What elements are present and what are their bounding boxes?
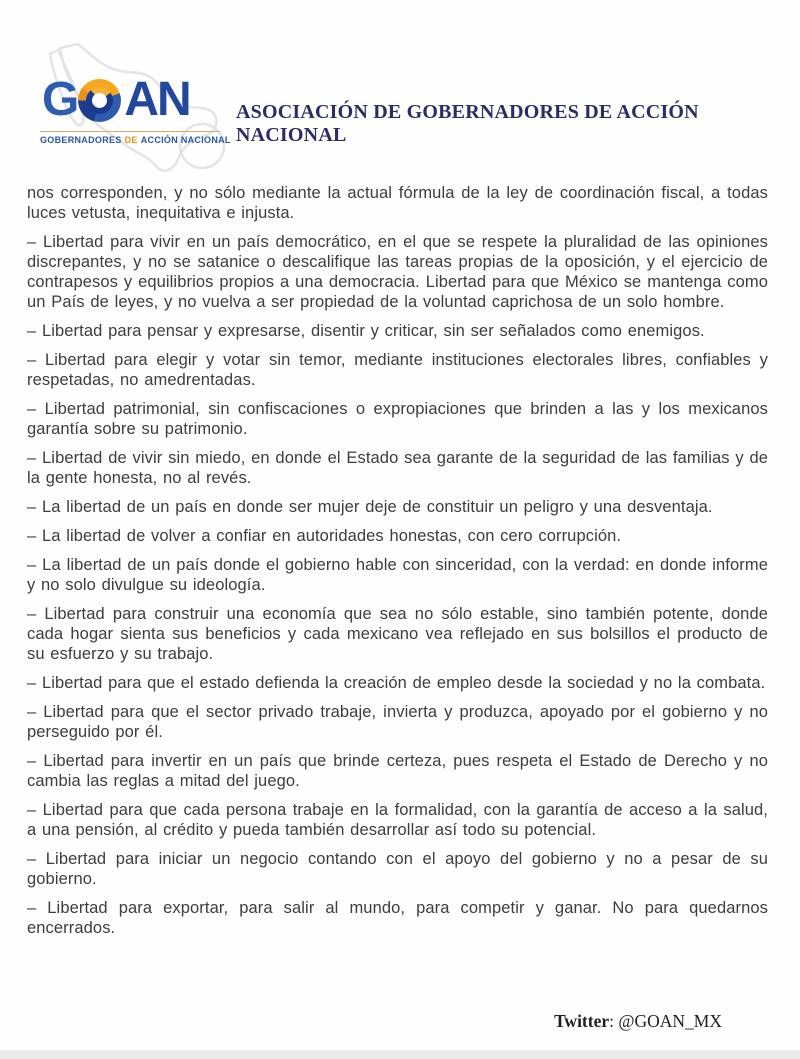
paragraph: – Libertad para invertir en un país que brinde certeza, pues respeta el Estado de Derecho y no cambia las reglas a mitad del juego. — [27, 752, 768, 790]
paragraph: – Libertad para pensar y expresarse, disentir y criticar, sin ser señalados como enemigos. — [27, 322, 705, 340]
tagline-accion-nacional: ACCIÓN NACIONAL — [140, 135, 231, 145]
goan-letter-g: G — [42, 73, 78, 126]
paragraph: – Libertad para iniciar un negocio contando con el apoyo del gobierno y no a pesar de su gobierno. — [27, 850, 768, 888]
paragraph: – La libertad de un país en donde ser mujer deje de constituir un peligro y una desventaja. — [27, 498, 713, 516]
paragraph: – Libertad para que el estado defienda la creación de empleo desde la sociedad y no la combata. — [27, 674, 766, 692]
goan-tagline — [40, 131, 231, 145]
tagline-gobernadores: GOBERNADORES — [40, 135, 122, 145]
paragraph: – Libertad para vivir en un país democrático, en el que se respete la pluralidad de las opiniones discrepantes, y no se satanice o descalifique las tareas propias de la oposición, y el ejercicio de contrapesos y equilibrios propios a una democracia. Libertad para que México se mantenga como un País de leyes, y no vuelva a ser propiedad de la voluntad caprichosa de un solo hombre. — [27, 233, 768, 311]
paragraph: – Libertad para elegir y votar sin temor, mediante instituciones electorales libres, confiables y respetadas, no amedrentadas. — [27, 351, 768, 389]
paragraph: – Libertad para exportar, para salir al mundo, para competir y ganar. No para quedarnos encerrados. — [27, 899, 768, 937]
paragraph: – Libertad de vivir sin miedo, en donde el Estado sea garante de la seguridad de las familias y de la gente honesta, no al revés. — [27, 449, 768, 487]
goan-swirl-o-icon — [78, 79, 121, 122]
twitter-handle: : @GOAN_MX — [609, 1011, 722, 1031]
letterhead — [0, 0, 800, 183]
letter-body — [0, 183, 800, 938]
paragraph: – La libertad de un país donde el gobierno hable con sinceridad, con la verdad: en donde informe y no solo divulgue su ideología. — [27, 556, 768, 594]
goan-wordmark — [42, 73, 190, 126]
paragraph: – Libertad para que cada persona trabaje en la formalidad, con la garantía de acceso a la salud, a una pensión, al crédito y pueda también desarrollar así todo su potencial. — [27, 801, 768, 839]
paragraph: – Libertad para construir una economía que sea no sólo estable, sino también potente, donde cada hogar sienta sus beneficios y cada mexicano vea reflejado en sus bolsillos el producto de su esfuerzo y su trabajo. — [27, 605, 768, 663]
goan-letters-an: AN — [124, 73, 190, 126]
paragraph: – La libertad de volver a confiar en autoridades honestas, con cero corrupción. — [27, 527, 622, 545]
twitter-label: Twitter — [554, 1011, 610, 1031]
tagline-de: DE — [124, 135, 138, 145]
goan-logo — [32, 50, 231, 175]
paragraph: nos corresponden, y no sólo mediante la actual fórmula de la ley de coordinación fiscal, a todas luces vetusta, inequitativa e injusta. — [27, 184, 768, 222]
paragraph: – Libertad patrimonial, sin confiscaciones o expropiaciones que brinden a las y los mexicanos garantía sobre su patrimonio. — [27, 400, 768, 438]
organization-title: ASOCIACIÓN DE GOBERNADORES DE ACCIÓN NACIONAL — [236, 101, 699, 146]
paragraph: – Libertad para que el sector privado trabaje, invierta y produzca, apoyado por el gobierno y no perseguido por él. — [27, 703, 768, 741]
letter-footer — [554, 1011, 722, 1032]
scan-edge-artifact — [0, 1050, 800, 1059]
